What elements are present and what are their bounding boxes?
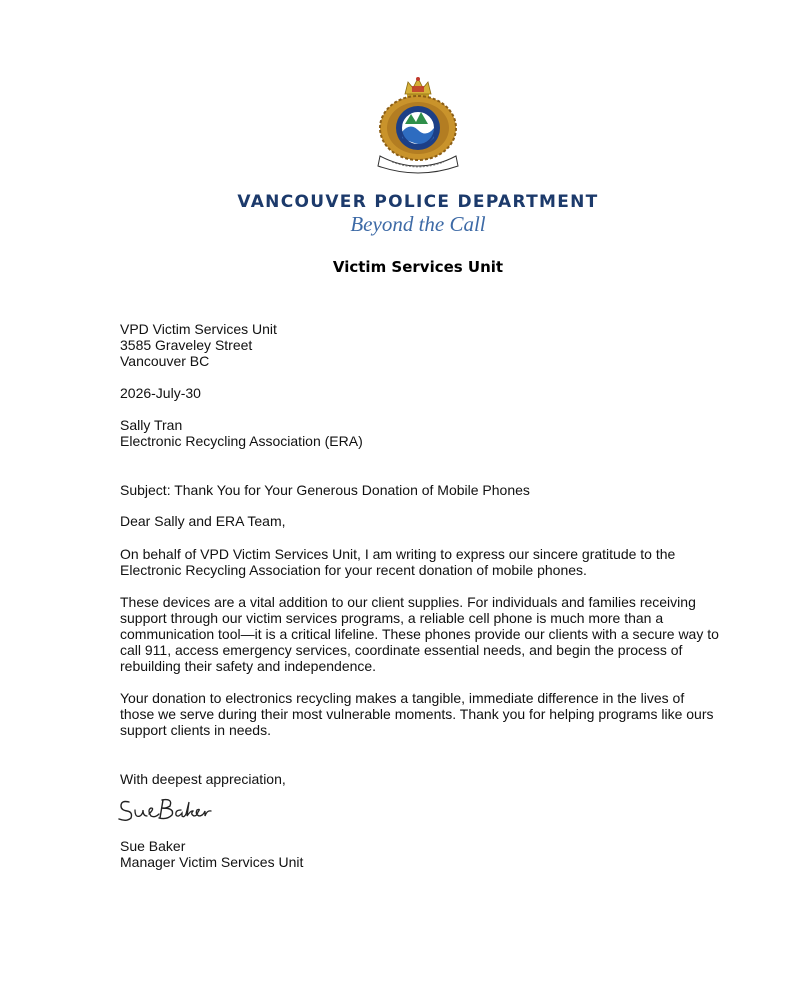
body-paragraph-1: On behalf of VPD Victim Services Unit, I am writing to express our sincere gratitude to the Electronic Recycling Association for your recent donation of mobile phones. [120, 546, 676, 578]
letter-subject: Subject: Thank You for Your Generous Donation of Mobile Phones [120, 482, 530, 498]
closing-line: With deepest appreciation, [120, 771, 286, 787]
letter-date: 2026-July-30 [120, 385, 201, 401]
recipient-name: Sally Tran [120, 417, 183, 433]
department-tagline: Beyond the Call [350, 212, 486, 236]
department-name: VANCOUVER POLICE DEPARTMENT [237, 192, 599, 212]
salutation: Dear Sally and ERA Team, [120, 513, 286, 529]
sender-line-2: 3585 Graveley Street [120, 337, 253, 353]
body-paragraph-3: Your donation to electronics recycling makes a tangible, immediate difference in the lives of those we serve during their most vulnerable moments. Thank you for helping programs like ours support clients in needs. [120, 690, 714, 738]
handwritten-signature [115, 792, 225, 826]
body-paragraph-2: These devices are a vital addition to our client supplies. For individuals and families receiving support through our victim services programs, a reliable cell phone is much more than a communication tool—it is a critical lifeline. These phones provide our clients with a secure way to call 911, access emergency services, coordinate essential needs, and begin the process of rebuilding their safety and independence. [120, 594, 719, 674]
unit-title: Victim Services Unit [332, 258, 504, 276]
sender-line-1: VPD Victim Services Unit [120, 321, 277, 337]
sender-line-3: Vancouver BC [120, 353, 210, 369]
signer-title: Manager Victim Services Unit [120, 854, 304, 870]
recipient-organization: Electronic Recycling Association (ERA) [120, 433, 363, 449]
signer-name: Sue Baker [120, 838, 186, 854]
vancouver-police-crest-icon [372, 76, 464, 176]
